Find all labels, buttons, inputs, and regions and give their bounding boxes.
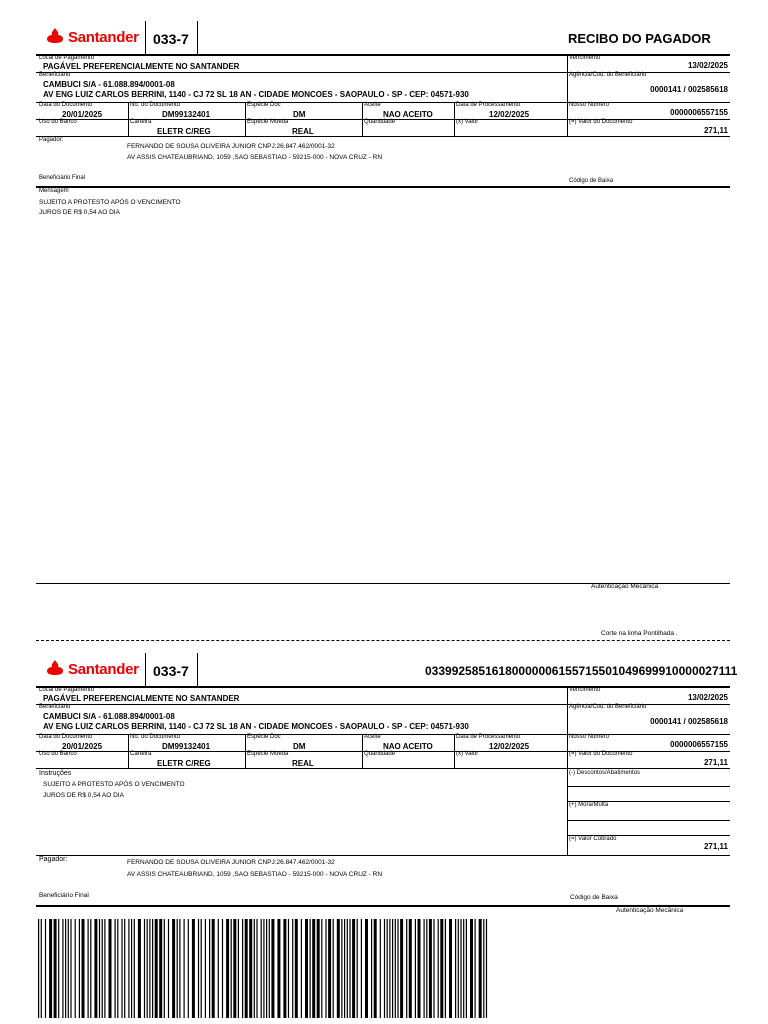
barcode-bar: [328, 919, 331, 1018]
barcode-bar: [184, 919, 185, 1018]
barcode-bar: [312, 919, 315, 1018]
especie-moeda-label: Espécie Moeda: [247, 119, 289, 125]
beneficiario-name: CAMBUCI S/A - 61.088.894/0001-08: [43, 712, 175, 721]
barcode-bar: [263, 919, 264, 1018]
data-doc-label: Data do Documento: [39, 734, 93, 740]
especie-moeda: REAL: [292, 127, 314, 136]
agencia-label: Agência/Cod. do Beneficiário: [569, 704, 647, 710]
barcode-bar: [365, 919, 368, 1018]
valor-doc-label: (=) Valor do Documento: [569, 119, 633, 125]
barcode-bar: [256, 919, 257, 1018]
barcode-bar: [149, 919, 150, 1018]
barcode-bar: [79, 919, 80, 1018]
barcode-bar: [292, 919, 293, 1018]
barcode-bar: [99, 919, 100, 1018]
barcode-bar: [58, 919, 59, 1018]
pagador-address: AV ASSIS CHATEAUBRIAND, 1059 ,SAO SEBASTIAO - 59215-000 - NOVA CRUZ - RN: [127, 154, 383, 161]
flame-icon: [46, 27, 64, 47]
barcode-bar: [418, 919, 421, 1018]
barcode-bar: [90, 919, 91, 1018]
barcode-bar: [371, 919, 372, 1018]
beneficiario-label: Beneficiário: [39, 72, 71, 78]
vencimento: 13/02/2025: [687, 693, 728, 702]
nosso-numero: 000000655715​5: [670, 108, 728, 117]
barcode-bar: [395, 919, 396, 1018]
especie-moeda: REAL: [292, 759, 314, 768]
barcode-bar: [269, 919, 270, 1018]
barcode-bar: [433, 919, 434, 1018]
barcode-bar: [483, 919, 484, 1018]
barcode-bar: [164, 919, 165, 1018]
barcode-bar: [261, 919, 262, 1018]
barcode-bar: [325, 919, 326, 1018]
quantidade-label: Quantidade: [364, 751, 396, 757]
barcode-bar: [415, 919, 416, 1018]
carteira: ELETR C/REG: [157, 759, 211, 768]
mensagem-line1: SUJEITO A PROTESTO APÓS O VENCIMENTO: [39, 199, 181, 206]
barcode-bar: [440, 919, 443, 1018]
barcode-bar: [152, 919, 153, 1018]
barcode-bar: [392, 919, 393, 1018]
barcode-bar: [426, 919, 427, 1018]
uso-banco-label: Uso do Banco: [39, 751, 77, 757]
barcode-bar: [75, 919, 76, 1018]
codigo-baixa-label: Código de Baixa: [570, 894, 618, 901]
num-doc: DM99132401: [162, 742, 211, 751]
aceite: NAO ACEITO: [383, 742, 433, 751]
carteira-label: Carteira: [130, 119, 152, 125]
bank-code: 033-7: [153, 663, 189, 679]
bank-name: Santander: [68, 660, 139, 678]
carteira-label: Carteira: [130, 751, 152, 757]
barcode-bar: [475, 919, 476, 1018]
barcode-bar: [172, 919, 175, 1018]
barcode-bar: [458, 919, 459, 1018]
agencia-label: Agência/Cod. do Beneficiário: [569, 72, 647, 78]
barcode-bar: [159, 919, 162, 1018]
barcode-bar: [238, 919, 239, 1018]
barcode-bar: [54, 919, 57, 1018]
barcode-bar: [455, 919, 456, 1018]
autenticacao-label: Autenticação Mecânica: [591, 583, 659, 590]
nosso-numero-label: Nosso Numero: [569, 102, 610, 108]
beneficiario-address: AV ENG LUIZ CARLOS BERRINI, 1140 - CJ 72 SL 18 AN - CIDADE MONCOES - SAOPAULO - SP - CEP: 04571-930: [43, 90, 469, 99]
barcode-bar: [62, 919, 63, 1018]
barcode-bar: [65, 919, 66, 1018]
beneficiario-name: CAMBUCI S/A - 61.088.894/0001-08: [43, 80, 175, 89]
barcode-bar: [347, 919, 348, 1018]
barcode-bar: [179, 919, 180, 1018]
local-pagamento: PAGÁVEL PREFERENCIALMENTE NO SANTANDER: [43, 694, 240, 703]
vencimento-label: Vencimento: [569, 687, 601, 693]
barcode-bar: [470, 919, 473, 1018]
especie-doc: DM: [293, 110, 306, 119]
instrucoes-line2: JUROS DE R$ 0,54 AO DIA: [43, 792, 124, 799]
barcode-bar: [352, 919, 355, 1018]
barcode-bar: [121, 919, 122, 1018]
barcode-bar: [301, 919, 302, 1018]
receipt-title: RECIBO DO PAGADOR: [568, 31, 711, 46]
valor-x-label: (x) Valor: [456, 751, 479, 757]
barcode-bar: [115, 919, 116, 1018]
data-proc-label: Data de Processamento: [456, 734, 521, 740]
barcode-bar: [117, 919, 118, 1018]
barcode-bar: [409, 919, 412, 1018]
cut-line: [36, 640, 730, 641]
uso-banco-label: Uso do Banco: [39, 119, 77, 125]
pagador-name: FERNANDO DE SOUSA OLIVEIRA JUNIOR CNPJ:26.847.462/0001-32: [127, 143, 335, 150]
barcode-bar: [49, 919, 52, 1018]
barcode-bar: [102, 919, 103, 1018]
barcode-bar: [321, 919, 322, 1018]
descontos-label: (-) Descontos/Abatimentos: [569, 770, 641, 776]
barcode-bar: [288, 919, 289, 1018]
data-doc: 20/01/2025: [62, 110, 103, 119]
instrucoes-label: Instruções: [39, 770, 72, 777]
barcode-bar: [349, 919, 350, 1018]
barcode-bar: [155, 919, 158, 1018]
barcode-bar: [168, 919, 169, 1018]
local-pagamento-label: Local de Pagamento: [39, 55, 95, 61]
barcode-bar: [389, 919, 390, 1018]
barcode-bar: [222, 919, 223, 1018]
nosso-numero-label: Nosso Numero: [569, 734, 610, 740]
data-proc-label: Data de Processamento: [456, 102, 521, 108]
mensagem-line2: JUROS DE R$ 0,54 AO DIA: [39, 209, 120, 216]
barcode-bar: [277, 919, 280, 1018]
barcode-bar: [201, 919, 202, 1018]
bank-name: Santander: [68, 28, 139, 46]
especie-doc-label: Espécie Doc: [247, 102, 281, 108]
linha-digitavel: 03399258516180000006155715501049699910000027111: [425, 664, 738, 678]
corte-label: Corte na linha Pontilhada .: [601, 630, 678, 637]
benef-final-label: Beneficiário Final: [39, 175, 86, 181]
nosso-numero: 0000006557155: [670, 740, 728, 749]
valor-cobrado: 271,11: [703, 842, 728, 851]
barcode-bar: [271, 919, 274, 1018]
mensagem-label: Mensagem: [39, 188, 69, 194]
barcode-bar: [486, 919, 487, 1018]
data-proc: 12/02/2025: [489, 742, 530, 751]
barcode-bar: [341, 919, 342, 1018]
barcode-bar: [41, 919, 42, 1018]
barcode-bar: [295, 919, 298, 1018]
barcode-bar: [406, 919, 407, 1018]
barcode-bar: [254, 919, 255, 1018]
num-doc: DM99132401: [162, 110, 211, 119]
data-proc: 12/02/2025: [489, 110, 530, 119]
barcode-bar: [357, 919, 358, 1018]
valor-cobrado-label: (=) Valor Cobrado: [569, 836, 617, 842]
especie-doc: DM: [293, 742, 306, 751]
barcode-bar: [266, 919, 267, 1018]
barcode-bar: [310, 919, 311, 1018]
barcode-bar: [245, 919, 248, 1018]
barcode-bar: [144, 919, 145, 1018]
barcode-bar: [124, 919, 125, 1018]
barcode-bar: [134, 919, 135, 1018]
valor-x-label: (x) Valor: [456, 119, 479, 125]
barcode-bar: [438, 919, 439, 1018]
barcode-bar: [242, 919, 243, 1018]
barcode-bar: [131, 919, 132, 1018]
pagador-label: Pagador:: [39, 137, 64, 143]
barcode-bar: [337, 919, 340, 1018]
barcode-bar: [400, 919, 403, 1018]
barcode-bar: [188, 919, 189, 1018]
beneficiario-address: AV ENG LUIZ CARLOS BERRINI, 1140 - CJ 72 SL 18 AN - CIDADE MONCOES - SAOPAULO - SP - CEP: 04571-930: [43, 722, 469, 731]
agencia: 0000141 / 002585618: [650, 85, 728, 94]
valor-doc: 271,11: [703, 126, 728, 135]
santander-logo-slip: [46, 659, 139, 679]
especie-doc-label: Espécie Doc: [247, 734, 281, 740]
aceite: NAO ACEITO: [383, 110, 433, 119]
num-doc-label: No. do Documento: [130, 734, 181, 740]
barcode-bar: [94, 919, 97, 1018]
barcode-bar: [380, 919, 381, 1018]
benef-final-label: Beneficiário Final: [39, 892, 89, 899]
barcode-bar: [479, 919, 482, 1018]
barcode-bar: [424, 919, 425, 1018]
barcode-bar: [45, 919, 46, 1018]
barcode-bar: [88, 919, 89, 1018]
barcode-bar: [70, 919, 71, 1018]
barcode-bar: [333, 919, 334, 1018]
barcode-bar: [449, 919, 452, 1018]
barcode: [38, 919, 492, 1018]
barcode-bar: [218, 919, 219, 1018]
barcode-bar: [397, 919, 398, 1018]
barcode-bar: [226, 919, 229, 1018]
barcode-bar: [305, 919, 308, 1018]
aceite-label: Aceite: [364, 102, 381, 108]
pagador-label: Pagador:: [39, 856, 68, 863]
barcode-bar: [317, 919, 320, 1018]
barcode-bar: [209, 919, 210, 1018]
barcode-bar: [233, 919, 236, 1018]
barcode-bar: [460, 919, 461, 1018]
barcode-bar: [466, 919, 467, 1018]
codigo-baixa-label: Código de Baixa: [569, 178, 614, 184]
quantidade-label: Quantidade: [364, 119, 396, 125]
valor-doc: 271,11: [703, 758, 728, 767]
barcode-bar: [283, 919, 286, 1018]
valor-doc-label: (=) Valor do Documento: [569, 751, 633, 757]
local-pagamento: PAGÁVEL PREFERENCIALMENTE NO SANTANDER: [43, 62, 240, 71]
barcode-bar: [231, 919, 232, 1018]
barcode-bar: [387, 919, 388, 1018]
local-pagamento-label: Local de Pagamento: [39, 687, 95, 693]
barcode-bar: [205, 919, 206, 1018]
barcode-bar: [177, 919, 178, 1018]
flame-icon: [46, 659, 64, 679]
aceite-label: Aceite: [364, 734, 381, 740]
bank-code: 033-7: [153, 31, 189, 47]
barcode-bar: [198, 919, 199, 1018]
pagador-name: FERNANDO DE SOUSA OLIVEIRA JUNIOR CNPJ:26.847.462/0001-32: [127, 859, 335, 866]
barcode-bar: [249, 919, 252, 1018]
barcode-bar: [361, 919, 362, 1018]
barcode-bar: [212, 919, 215, 1018]
barcode-bar: [104, 919, 105, 1018]
carteira: ELETR C/REG: [157, 127, 211, 136]
barcode-bar: [147, 919, 148, 1018]
barcode-bar: [68, 919, 69, 1018]
especie-moeda-label: Espécie Moeda: [247, 751, 289, 757]
barcode-bar: [445, 919, 446, 1018]
pagador-address: AV ASSIS CHATEAUBRIAND, 1059 ,SAO SEBASTIAO - 59215-000 - NOVA CRUZ - RN: [127, 871, 383, 878]
barcode-bar: [344, 919, 345, 1018]
vencimento-label: Vencimento: [569, 55, 601, 61]
instrucoes-line1: SUJEITO A PROTESTO APÓS O VENCIMENTO: [43, 781, 185, 788]
autenticacao-label: Autenticação Mecânica: [616, 907, 684, 914]
barcode-bar: [384, 919, 385, 1018]
barcode-bar: [128, 919, 129, 1018]
santander-logo: [46, 27, 139, 47]
barcode-bar: [82, 919, 85, 1018]
agencia: 0000141 / 002585618: [650, 717, 728, 726]
barcode-bar: [109, 919, 112, 1018]
barcode-bar: [463, 919, 464, 1018]
barcode-bar: [138, 919, 141, 1018]
mora-label: (+) Mora/Multa: [569, 802, 609, 808]
num-doc-label: No. do Documento: [130, 102, 181, 108]
barcode-bar: [429, 919, 432, 1018]
data-doc-label: Data do Documento: [39, 102, 93, 108]
beneficiario-label: Beneficiário: [39, 704, 71, 710]
data-doc: 20/01/2025: [62, 742, 103, 751]
vencimento: 13/02/2025: [687, 61, 728, 70]
barcode-bar: [192, 919, 195, 1018]
barcode-bar: [374, 919, 377, 1018]
barcode-bar: [38, 919, 39, 1018]
